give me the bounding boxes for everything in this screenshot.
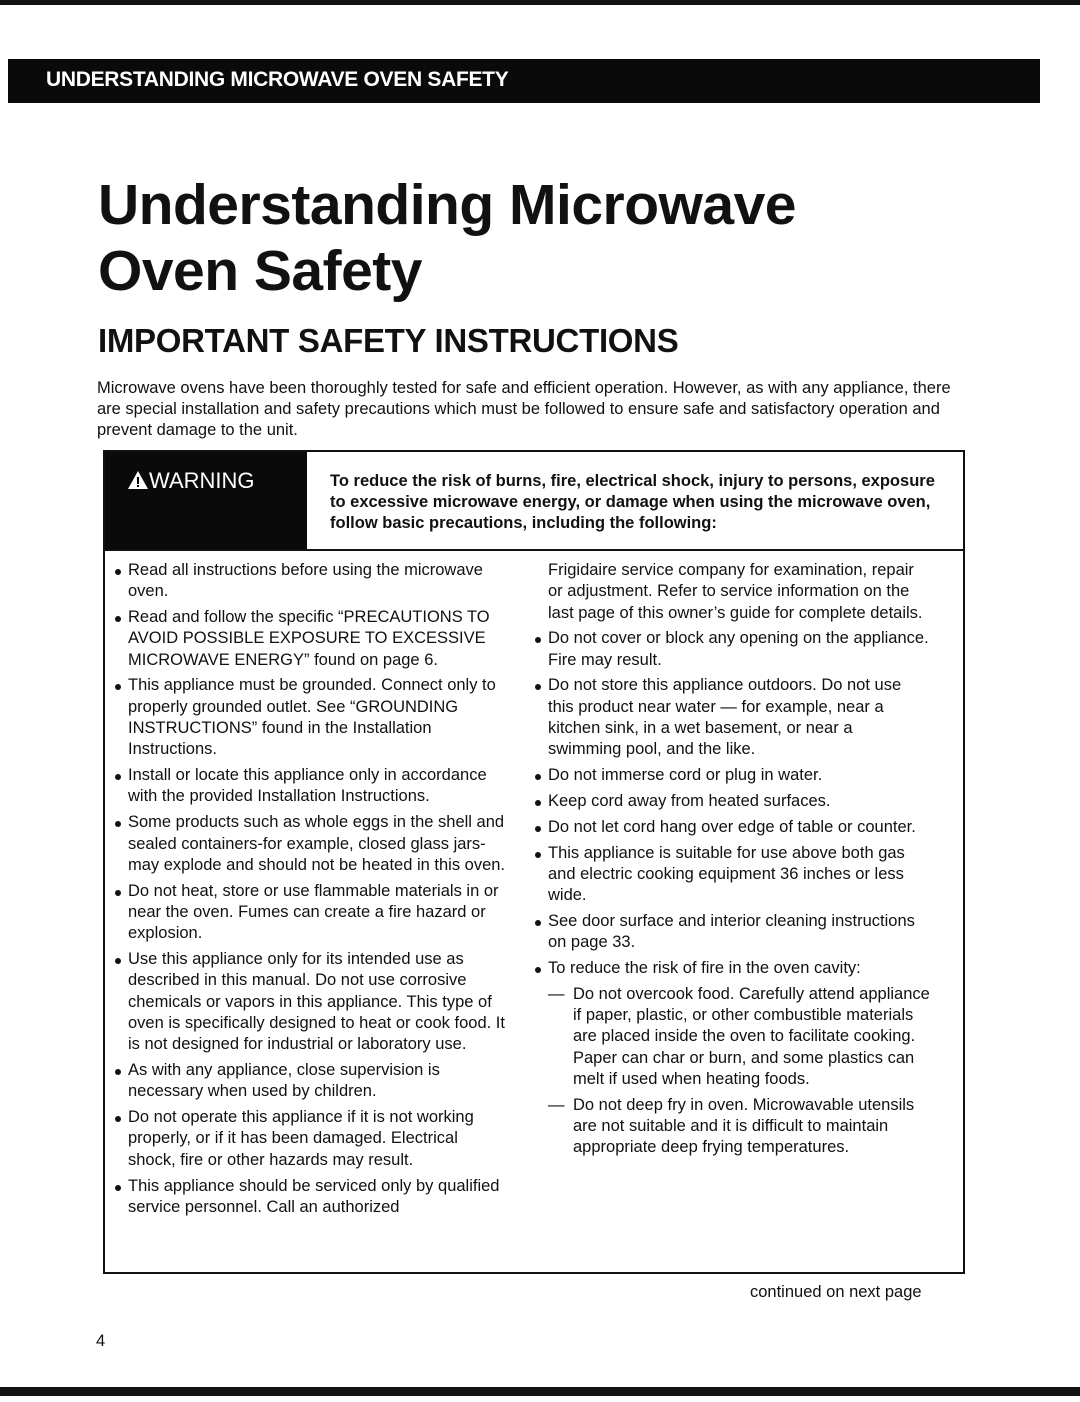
list-item: Do not heat, store or use flammable materials in or near the oven. Fumes can create a fire hazard or explosion. xyxy=(115,881,510,945)
warning-text: To reduce the risk of burns, fire, electrical shock, injury to persons, exposure to excessive microwave energy, or damage when using the microwave oven, follow basic precautions, including the following: xyxy=(330,472,935,532)
title-line: Oven Safety xyxy=(98,239,422,303)
list-item: Read and follow the specific “PRECAUTIONS TO AVOID POSSIBLE EXPOSURE TO EXCESSIVE MICROWAVE ENERGY” found on page 6. xyxy=(115,607,510,671)
list-item: Some products such as whole eggs in the shell and sealed containers-for example, closed glass jars-may explode and should not be heated in this oven. xyxy=(115,812,510,876)
list-item: Do not cover or block any opening on the appliance. Fire may result. xyxy=(535,628,930,671)
title-line: Understanding Microwave xyxy=(98,173,796,237)
list-item-continuation: Frigidaire service company for examination, repair or adjustment. Refer to service information on the last page of this owner’s guide for complete details. xyxy=(548,561,923,622)
bottom-rule xyxy=(0,1387,1080,1396)
warning-box xyxy=(103,450,965,1274)
left-column xyxy=(115,560,510,1223)
list-item: Do not let cord hang over edge of table or counter. xyxy=(535,817,930,838)
list-item: Do not operate this appliance if it is not working properly, or if it has been damaged. Electrical shock, fire or other hazards may result. xyxy=(115,1107,510,1171)
list-item: This appliance must be grounded. Connect only to properly grounded outlet. See “GROUNDING INSTRUCTIONS” found in the Installation Instructions. xyxy=(115,675,510,760)
list-item: Do not immerse cord or plug in water. xyxy=(535,765,930,786)
top-rule xyxy=(0,0,1080,5)
list-item: To reduce the risk of fire in the oven cavity: xyxy=(535,958,930,979)
warning-label-block xyxy=(105,452,307,550)
sub-list-item: — Do not deep fry in oven. Microwavable utensils are not suitable and it is difficult to maintain appropriate deep frying temperatures. xyxy=(548,1095,915,1157)
list-item: Use this appliance only for its intended use as described in this manual. Do not use corrosive chemicals or vapors in this appliance. This type of oven is specifically designed to heat or cook food. It is not designed for industrial or laboratory use. xyxy=(115,949,510,1055)
list-item: See door surface and interior cleaning instructions on page 33. xyxy=(535,911,930,954)
sub-item-text: Do not overcook food. Carefully attend appliance if paper, plastic, or other combustible materials are placed inside the oven to facilitate cooking. Paper can char or burn, and some plastics can melt if used when heating foods. xyxy=(573,984,930,1089)
page-title xyxy=(98,172,796,304)
section-heading: IMPORTANT SAFETY INSTRUCTIONS xyxy=(98,322,679,359)
list-item: Keep cord away from heated surfaces. xyxy=(535,791,930,812)
banner-text: UNDERSTANDING MICROWAVE OVEN SAFETY xyxy=(46,68,509,91)
section-banner xyxy=(8,59,1040,103)
divider xyxy=(105,549,963,551)
list-item: This appliance should be serviced only by qualified service personnel. Call an authorized xyxy=(115,1176,510,1219)
warning-triangle-icon xyxy=(127,470,149,490)
list-item: Read all instructions before using the microwave oven. xyxy=(115,560,510,603)
sub-list-item: — Do not overcook food. Carefully attend appliance if paper, plastic, or other combustible materials are placed inside the oven to facilitate cooking. Paper can char or burn, and some plastics can melt if used when heating foods. xyxy=(548,984,930,1089)
warning-label: WARNING xyxy=(149,468,255,493)
list-item: Do not store this appliance outdoors. Do not use this product near water — for example, near a kitchen sink, in a wet basement, or near a swimming pool, and the like. xyxy=(535,675,930,760)
intro-paragraph: Microwave ovens have been thoroughly tested for safe and efficient operation. However, as with any appliance, there are special installation and safety precautions which must be followed to ensure safe and satisfactory operation and prevent damage to the unit. xyxy=(97,379,951,439)
sub-item-text: Do not deep fry in oven. Microwavable utensils are not suitable and it is difficult to maintain appropriate deep frying temperatures. xyxy=(573,1095,915,1157)
list-item: This appliance is suitable for use above both gas and electric cooking equipment 36 inches or less wide. xyxy=(535,843,930,907)
list-item: As with any appliance, close supervision is necessary when used by children. xyxy=(115,1060,510,1103)
continued-note: continued on next page xyxy=(750,1283,922,1301)
right-column xyxy=(535,560,930,1163)
page-number: 4 xyxy=(96,1332,106,1350)
list-item: Install or locate this appliance only in accordance with the provided Installation Instructions. xyxy=(115,765,510,808)
